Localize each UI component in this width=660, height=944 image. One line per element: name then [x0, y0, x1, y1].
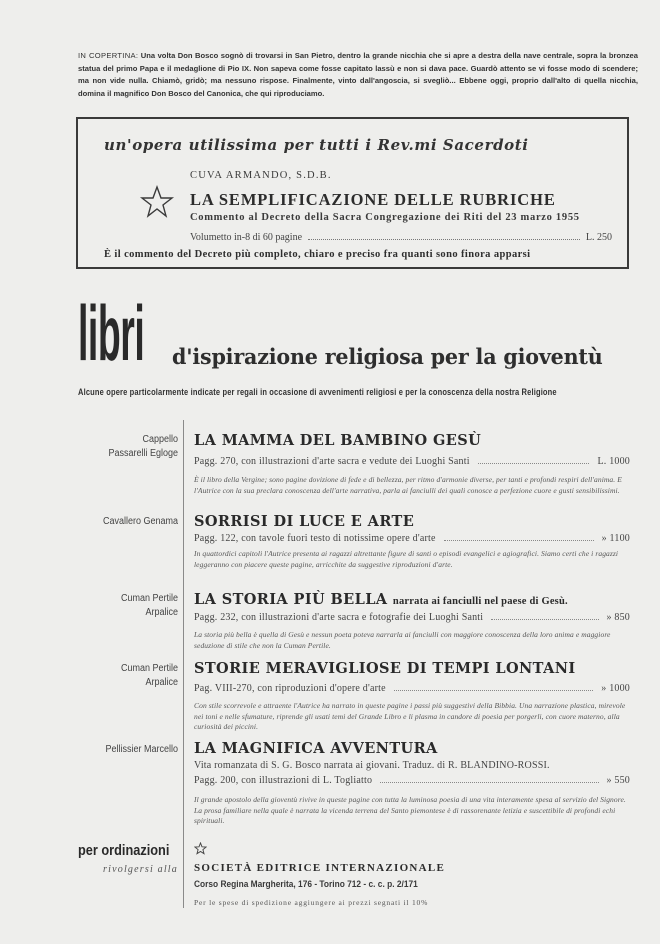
- book-detail: Pag. VIII-270, con riproduzioni d'opere d'arte: [194, 683, 386, 694]
- ad-book-title: LA SEMPLIFICAZIONE DELLE RUBRICHE: [190, 190, 556, 209]
- book-title: STORIE MERAVIGLIOSE DI TEMPI LONTANI: [194, 660, 576, 677]
- book-author: Cavallero Genama: [102, 516, 178, 527]
- ad-price: L. 250: [585, 232, 612, 243]
- section-big-word: libri: [78, 289, 145, 377]
- book-price: L. 1000: [597, 456, 630, 467]
- book-detail-line: [194, 533, 630, 544]
- book-description: La storia più bella è quella di Gesù e nessun poeta poteva narrarla ai fanciulli con maggiore conoscenza della loro anima e maggiore seduzione di stile che non la Cuman Pertile.: [194, 630, 611, 650]
- book-title: SORRISI DI LUCE E ARTE: [194, 513, 415, 530]
- book-author: Cuman Pertile Arpalice: [120, 593, 178, 618]
- book-detail-line: [194, 612, 630, 623]
- book-author: Cuman Pertile Arpalice: [120, 663, 178, 688]
- book-author: Pellissier Marcello: [105, 744, 178, 755]
- ad-author: CUVA ARMANDO, S.D.B.: [190, 170, 332, 181]
- book-detail-line: [194, 683, 630, 694]
- book-extra-detail-line: [194, 775, 630, 786]
- book-title-suffix: narrata ai fanciulli nel paese di Gesù.: [392, 596, 568, 607]
- book-title: LA MAGNIFICA AVVENTURA: [194, 740, 438, 757]
- dot-leader: [491, 619, 598, 620]
- book-description: Con stile scorrevole e attraente l'Autrice ha narrato in queste pagine i passi più suggestivi della Bibbia. Una narrazione plastica, mirevole nei toni e nelle sfumature, riprende gli usati temi del Grande Libro e li plasma in candore di poesia per porgerli, con cuore materno, alla curiosità dei piccini.: [194, 701, 626, 731]
- cover-note: [78, 50, 638, 100]
- section-title: d'ispirazione religiosa per la gioventù: [172, 345, 603, 370]
- order-label: per ordinazioni: [78, 842, 170, 859]
- star-outline-icon: [139, 184, 175, 220]
- cover-note-lead: IN COPERTINA:: [78, 51, 139, 60]
- column-divider: [183, 420, 184, 908]
- book-description: È il libro della Vergine; sono pagine dovizione di fede e di bellezza, per ritmo d'armonie diverse, per tanti e profondi respiri dell'anima. E l'Autrice con la sua preclara conoscenza dell'arte narrativa, parla ai fanciulli dei quali conosce a perfezione cuore e gusti sensibilissimi.: [194, 475, 622, 495]
- book-extra-detail: Pagg. 200, con illustrazioni di L. Togliatto: [194, 775, 373, 786]
- book-detail-line: [194, 456, 630, 467]
- ad-volume-line: [190, 232, 612, 243]
- dot-leader: [380, 782, 598, 783]
- publisher-name: SOCIETÀ EDITRICE INTERNAZIONALE: [194, 862, 446, 874]
- book-price: » 1000: [601, 683, 630, 694]
- book-title-line: [194, 591, 568, 608]
- book-detail: Vita romanzata di S. G. Bosco narrata ai giovani. Traduz. di R. BLANDINO-ROSSI.: [194, 760, 550, 771]
- ad-book-subtitle: Commento al Decreto della Sacra Congregazione dei Riti del 23 marzo 1955: [190, 212, 580, 223]
- publisher-address: Corso Regina Margherita, 176 - Torino 712 - c. c. p. 2/171: [194, 879, 418, 890]
- book-detail: Pagg. 232, con illustrazioni d'arte sacra e fotografie dei Luoghi Santi: [194, 612, 484, 623]
- dot-leader: [308, 232, 580, 240]
- ad-tagline: È il commento del Decreto più completo, chiaro e preciso fra quanti sono finora apparsi: [104, 249, 531, 260]
- section-subtitle: Alcune opere particolarmente indicate per regali in occasione di avvenimenti religiosi e per la conoscenza della nostra Religione: [78, 387, 557, 398]
- book-detail: Pagg. 270, con illustrazioni d'arte sacra e vedute dei Luoghi Santi: [194, 456, 470, 467]
- book-price: » 850: [606, 612, 630, 623]
- book-detail-line: [194, 760, 630, 771]
- book-author: Cappello Passarelli Egloge: [108, 434, 178, 459]
- book-detail: Pagg. 122, con tavole fuori testo di notissime opere d'arte: [194, 533, 436, 544]
- book-description: In quattordici capitoli l'Autrice presenta ai ragazzi altrettante figure di santi o episodi evangelici e agiografici. Siamo certi che i ragazzi leggeranno con piacere queste pagine, arricchite da suggestive riproduzioni d'arte.: [194, 549, 619, 569]
- star-outline-icon: [194, 842, 207, 855]
- dot-leader: [394, 690, 594, 691]
- book-description: Il grande apostolo della gioventù rivive in queste pagine con tutta la luminosa poesia di una vita interamente spesa al servizio del Signore. La prosa familiare nella quale è narrata la vicenda terrena del Santo piemontese è di rassorenante letizia e suscettibile di profondi echi spirituali.: [194, 795, 626, 825]
- order-sublabel: rivolgersi alla: [103, 864, 178, 875]
- ad-headline: un'opera utilissima per tutti i Rev.mi Sacerdoti: [104, 136, 529, 154]
- dot-leader: [478, 463, 590, 464]
- cover-note-text: Una volta Don Bosco sognò di trovarsi in San Pietro, dentro la grande nicchia che si apre a destra della nave centrale, sopra la bronzea statua del primo Papa e il medaglione di Pio IX. Non sapeva come fosse capitato lassù e non si dava pace. Guardò attento se vi fosse modo di scendere; ma non vide nulla. Chiamò, gridò; ma nessuno rispose. Finalmente, vinto dall'angoscia, si svegliò... Ebbene oggi, proprio dall'alto di quella nicchia, domina il magnifico Don Bosco del Canonica, che qui riproduciamo.: [78, 51, 638, 98]
- shipping-note: Per le spese di spedizione aggiungere ai prezzi segnati il 10%: [194, 898, 429, 907]
- book-extra-price: » 550: [606, 775, 630, 786]
- dot-leader: [444, 540, 594, 541]
- book-title: LA STORIA PIÙ BELLA: [194, 591, 388, 608]
- ad-volume-text: Volumetto in-8 di 60 pagine: [190, 232, 303, 243]
- book-title: LA MAMMA DEL BAMBINO GESÙ: [194, 432, 482, 449]
- book-price: » 1100: [601, 533, 630, 544]
